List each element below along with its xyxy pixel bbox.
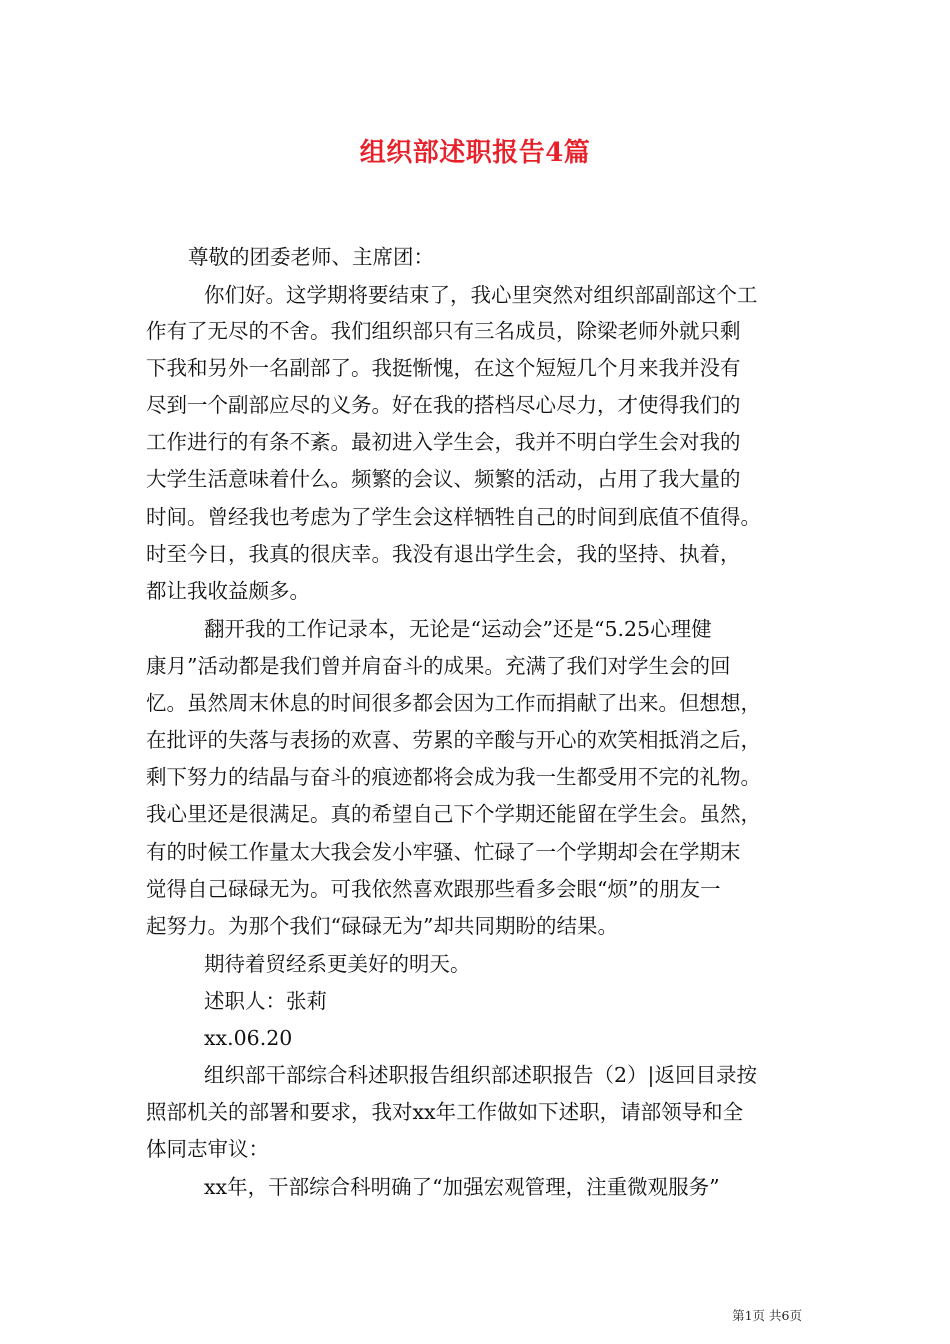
paragraph-line: 起努力。为那个我们“碌碌无为”却共同期盼的结果。: [146, 914, 618, 938]
page-footer: 第1页 共6页: [732, 1308, 802, 1323]
paragraph-line: 忆。虽然周末休息的时间很多都会因为工作而捐献了出来。但想想，: [146, 691, 761, 715]
document-title: 组织部述职报告4篇: [359, 138, 591, 168]
paragraph-line: 时至今日，我真的很庆幸。我没有退出学生会，我的坚持、执着，: [146, 542, 741, 566]
paragraph-line: 翻开我的工作记录本，无论是“运动会”还是“5.25心理健: [204, 617, 712, 641]
signature-line: 述职人：张莉: [204, 989, 327, 1013]
paragraph-line: 觉得自己碌碌无为。可我依然喜欢跟那些看多会眼“烦”的朋友一: [146, 877, 721, 901]
paragraph-line: 我心里还是很满足。真的希望自己下个学期还能留在学生会。虽然，: [146, 802, 761, 826]
paragraph-line: 作有了无尽的不舍。我们组织部只有三名成员，除梁老师外就只剩: [146, 319, 741, 343]
salutation-line: 尊敬的团委老师、主席团：: [188, 245, 434, 269]
paragraph-line: 有的时候工作量太大我会发小牢骚、忙碌了一个学期却会在学期末: [146, 840, 741, 864]
paragraph-line: 剩下努力的结晶与奋斗的痕迹都将会成为我一生都受用不完的礼物。: [146, 765, 761, 789]
paragraph-line: 大学生活意味着什么。频繁的会议、频繁的活动，占用了我大量的: [146, 467, 741, 491]
paragraph-line: 体同志审议：: [146, 1137, 269, 1161]
paragraph-line: 康月”活动都是我们曾并肩奋斗的成果。充满了我们对学生会的回: [146, 654, 731, 678]
paragraph-line: 尽到一个副部应尽的义务。好在我的搭档尽心尽力，才使得我们的: [146, 393, 741, 417]
paragraph-line: 组织部干部综合科述职报告组织部述职报告（2）|返回目录按: [204, 1063, 757, 1087]
date-line: xx.06.20: [204, 1026, 293, 1050]
paragraph-line: 下我和另外一名副部了。我挺惭愧，在这个短短几个月来我并没有: [146, 356, 741, 380]
paragraph-line: 照部机关的部署和要求，我对xx年工作做如下述职，请部领导和全: [146, 1100, 744, 1124]
paragraph-line: 你们好。这学期将要结束了，我心里突然对组织部副部这个工: [204, 283, 758, 307]
paragraph-line: 都让我收益颇多。: [146, 579, 310, 603]
paragraph-line: 在批评的失落与表扬的欢喜、劳累的辛酸与开心的欢笑相抵消之后，: [146, 728, 761, 752]
paragraph-line: xx年，干部综合科明确了“加强宏观管理，注重微观服务”: [204, 1175, 720, 1199]
paragraph-line: 时间。曾经我也考虑为了学生会这样牺牲自己的时间到底值不值得。: [146, 505, 761, 529]
closing-line: 期待着贸经系更美好的明天。: [204, 952, 471, 976]
paragraph-line: 工作进行的有条不紊。最初进入学生会，我并不明白学生会对我的: [146, 430, 741, 454]
